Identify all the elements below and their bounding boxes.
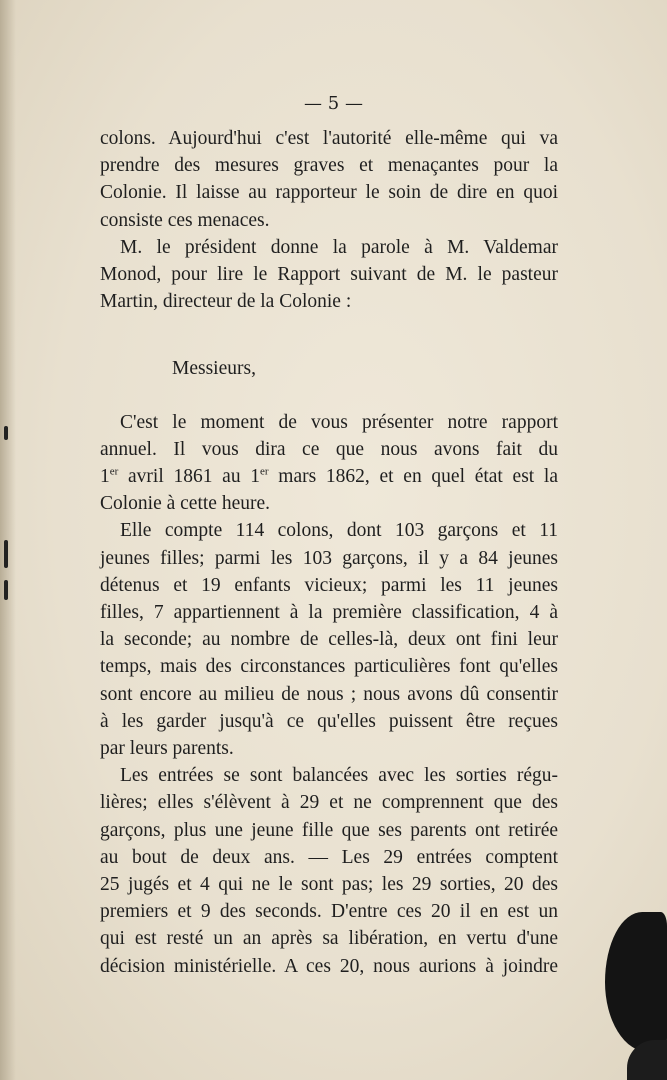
superscript: er bbox=[109, 465, 119, 478]
text-line: Colonie à cette heure. bbox=[100, 493, 271, 515]
text-line: garçons, plus une jeune fille que ses parents ont retirée bbox=[100, 819, 558, 841]
text-line: lières; elles s'élèvent à 29 et ne comprennent que des bbox=[100, 792, 558, 814]
text-line: détenus et 19 enfants vicieux; parmi les 11 jeunes bbox=[100, 574, 558, 596]
text-line: 25 jugés et 4 qui ne le sont pas; les 29 sorties, 20 des bbox=[100, 874, 558, 896]
text-line: consiste ces menaces. bbox=[100, 209, 270, 231]
text-line: au bout de deux ans. — Les 29 entrées comptent bbox=[100, 846, 558, 868]
salutation: Messieurs, bbox=[172, 358, 256, 380]
text-line: par leurs parents. bbox=[100, 738, 234, 760]
text-line: Monod, pour lire le Rapport suivant de M. le pasteur bbox=[100, 264, 558, 286]
text-line: Les entrées se sont balancées avec les sorties régu- bbox=[120, 765, 558, 787]
text-line: sont encore au milieu de nous ; nous avons dû consentir bbox=[100, 683, 558, 705]
text-line: jeunes filles; parmi les 103 garçons, il y a 84 jeunes bbox=[100, 547, 558, 569]
ink-stain bbox=[605, 912, 667, 1052]
text-line: M. le président donne la parole à M. Valdemar bbox=[120, 236, 558, 258]
page-number: — 5 — bbox=[304, 93, 363, 114]
page-left-edge-shadow bbox=[0, 0, 16, 1080]
text-line: filles, 7 appartiennent à la première classification, 4 à bbox=[100, 602, 558, 624]
margin-ink-mark bbox=[4, 540, 8, 568]
text-fragment: avril 1861 au 1 bbox=[118, 466, 261, 488]
text-line-with-superscripts bbox=[100, 463, 558, 490]
margin-ink-mark bbox=[4, 426, 8, 440]
text-line: C'est le moment de vous présenter notre rapport bbox=[120, 411, 558, 433]
text-line: qui est resté un an après sa libération, en vertu d'une bbox=[100, 928, 558, 950]
text-line: à les garder jusqu'à ce qu'elles puissent être reçues bbox=[100, 710, 558, 732]
margin-ink-mark bbox=[4, 580, 8, 600]
text-line: colons. Aujourd'hui c'est l'autorité elle-même qui va bbox=[100, 128, 558, 149]
text-line: temps, mais des circonstances particulières font qu'elles bbox=[100, 656, 558, 678]
text-line: prendre des mesures graves et menaçantes pour la bbox=[100, 155, 558, 177]
text-line: décision ministérielle. A ces 20, nous aurions à joindre bbox=[100, 955, 558, 977]
text-line: Martin, directeur de la Colonie : bbox=[100, 291, 352, 313]
text-line: premiers et 9 des seconds. D'entre ces 20 il en est un bbox=[100, 901, 558, 923]
text-fragment: 1 bbox=[100, 466, 110, 488]
body-text bbox=[100, 125, 558, 980]
text-line: Colonie. Il laisse au rapporteur le soin de dire en quoi bbox=[100, 182, 558, 204]
text-line: Elle compte 114 colons, dont 103 garçons et 11 bbox=[120, 520, 558, 542]
superscript: er bbox=[260, 465, 269, 478]
text-line: la seconde; au nombre de celles-là, deux ont fini leur bbox=[100, 629, 558, 651]
text-line: annuel. Il vous dira ce que nous avons fait du bbox=[100, 438, 558, 460]
text-fragment: mars 1862, et en quel état est la bbox=[268, 466, 559, 488]
